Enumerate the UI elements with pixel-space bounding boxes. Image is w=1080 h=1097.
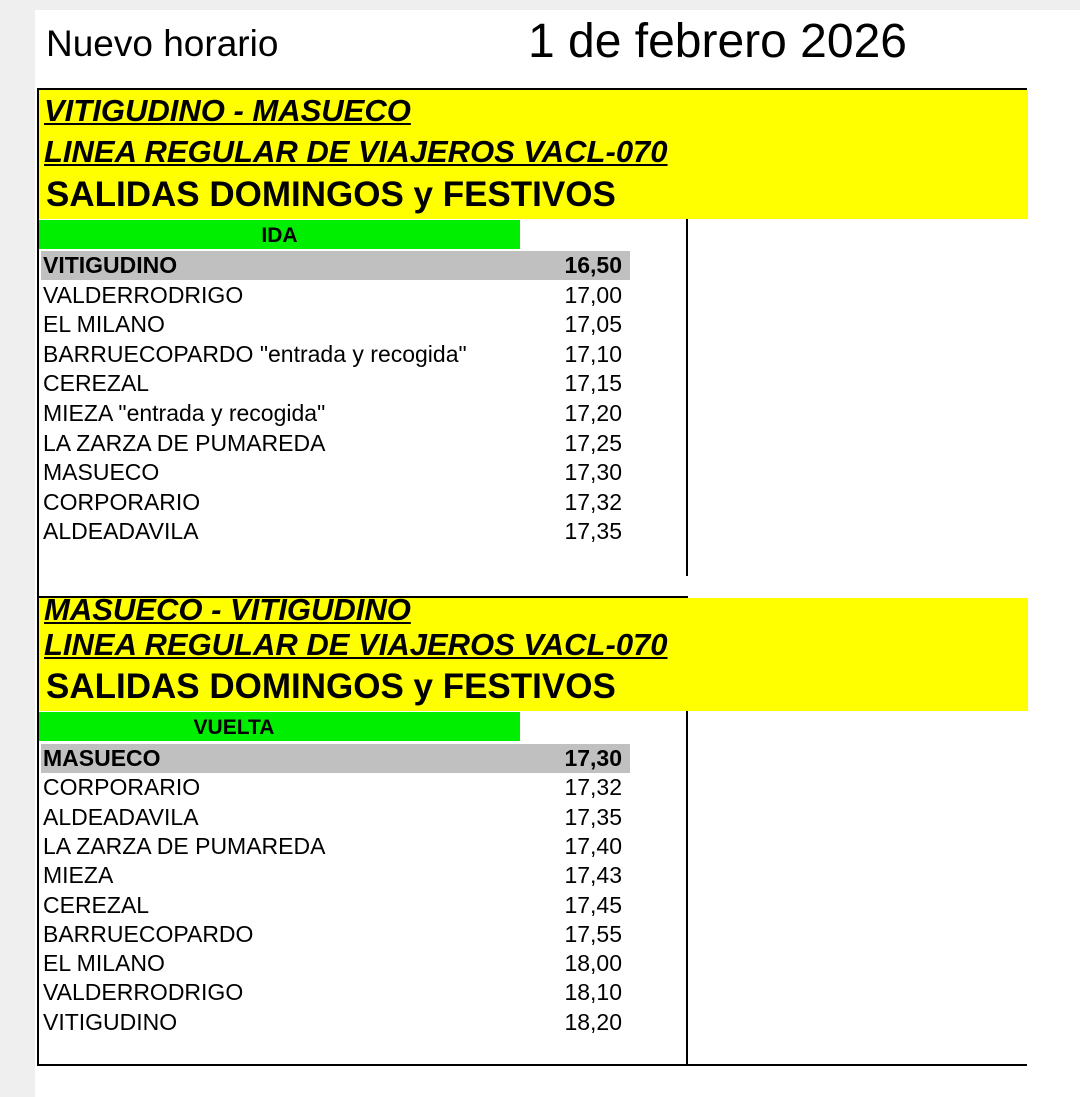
- stop-name: MASUECO: [43, 745, 161, 771]
- departure-time: 18,20: [564, 1008, 622, 1035]
- return-table-right-border: [686, 711, 688, 1065]
- departure-time: 17,05: [564, 311, 622, 338]
- effective-date: 1 de febrero 2026: [528, 15, 907, 68]
- stop-name: LA ZARZA DE PUMAREDA: [43, 832, 326, 859]
- departure-time: 18,00: [564, 950, 622, 977]
- stop-name: EL MILANO: [43, 950, 165, 977]
- departure-time: 17,30: [564, 745, 622, 771]
- departure-time: 17,32: [564, 488, 622, 515]
- origin-stop-row: [41, 744, 630, 773]
- stop-name: VALDERRODRIGO: [43, 281, 244, 308]
- departure-time: 17,15: [564, 370, 622, 397]
- stop-name: CEREZAL: [43, 891, 150, 918]
- stop-name: MIEZA "entrada y recogida": [43, 400, 326, 426]
- return-line-title: LINEA REGULAR DE VIAJEROS VACL-070: [44, 627, 668, 662]
- stop-name: MIEZA: [43, 862, 114, 889]
- stop-row: [41, 281, 630, 310]
- stop-name: BARRUECOPARDO: [43, 920, 254, 947]
- departure-time: 17,20: [564, 400, 622, 426]
- stop-row: [41, 488, 630, 517]
- stop-name: LA ZARZA DE PUMAREDA: [43, 429, 326, 456]
- stop-name: ALDEADAVILA: [43, 803, 199, 830]
- stop-row: [41, 1008, 630, 1037]
- departure-time: 17,35: [564, 803, 622, 830]
- stop-row: [41, 978, 630, 1007]
- outbound-line-title: LINEA REGULAR DE VIAJEROS VACL-070: [44, 134, 668, 169]
- outbound-table-right-border: [686, 219, 688, 576]
- origin-stop-row: [41, 251, 630, 280]
- outbound-table-left-border: [37, 219, 39, 597]
- page-title: Nuevo horario: [46, 23, 279, 64]
- outbound-route-title: VITIGUDINO - MASUECO: [44, 93, 411, 128]
- departure-time: 16,50: [564, 252, 622, 278]
- stop-row: [41, 773, 630, 802]
- departure-time: 17,45: [564, 891, 622, 918]
- stop-row: [41, 399, 630, 428]
- stop-name: VITIGUDINO: [43, 252, 178, 278]
- stop-name: BARRUECOPARDO "entrada y recogida": [43, 340, 467, 367]
- return-bottom-divider: [37, 1064, 1027, 1066]
- stop-row: [41, 920, 630, 949]
- stop-name: CORPORARIO: [43, 774, 201, 801]
- departure-time: 17,00: [564, 281, 622, 308]
- outbound-departures-title: SALIDAS DOMINGOS y FESTIVOS: [46, 175, 616, 214]
- return-banner-left-border: [37, 598, 39, 711]
- outbound-banner-left-border: [37, 90, 39, 219]
- departure-time: 17,25: [564, 429, 622, 456]
- departure-time: 17,55: [564, 920, 622, 947]
- return-departures-title: SALIDAS DOMINGOS y FESTIVOS: [46, 667, 616, 706]
- return-table-left-border: [37, 711, 39, 1065]
- stop-row: [41, 458, 630, 487]
- stop-row: [41, 310, 630, 339]
- stop-name: VALDERRODRIGO: [43, 979, 244, 1006]
- departure-time: 18,10: [564, 979, 622, 1006]
- outbound-direction-label: IDA: [261, 224, 298, 247]
- stop-row: [41, 803, 630, 832]
- departure-time: 17,40: [564, 832, 622, 859]
- stop-row: [41, 891, 630, 920]
- stop-row: [41, 861, 630, 890]
- stop-row: [41, 340, 630, 369]
- return-direction-label: VUELTA: [193, 716, 275, 739]
- stop-row: [41, 949, 630, 978]
- stop-name: CORPORARIO: [43, 488, 201, 515]
- stop-name: ALDEADAVILA: [43, 518, 199, 545]
- stop-row: [41, 369, 630, 398]
- stop-name: CEREZAL: [43, 370, 150, 397]
- departure-time: 17,35: [564, 518, 622, 545]
- stop-row: [41, 832, 630, 861]
- return-route-title: MASUECO - VITIGUDINO: [44, 592, 411, 627]
- stop-name: MASUECO: [43, 459, 160, 486]
- stop-row: [41, 429, 630, 458]
- stop-name: EL MILANO: [43, 311, 165, 338]
- departure-time: 17,10: [564, 340, 622, 367]
- departure-time: 17,30: [564, 459, 622, 486]
- departure-time: 17,32: [564, 774, 622, 801]
- stop-name: VITIGUDINO: [43, 1008, 178, 1035]
- stop-row: [41, 517, 630, 546]
- departure-time: 17,43: [564, 862, 622, 889]
